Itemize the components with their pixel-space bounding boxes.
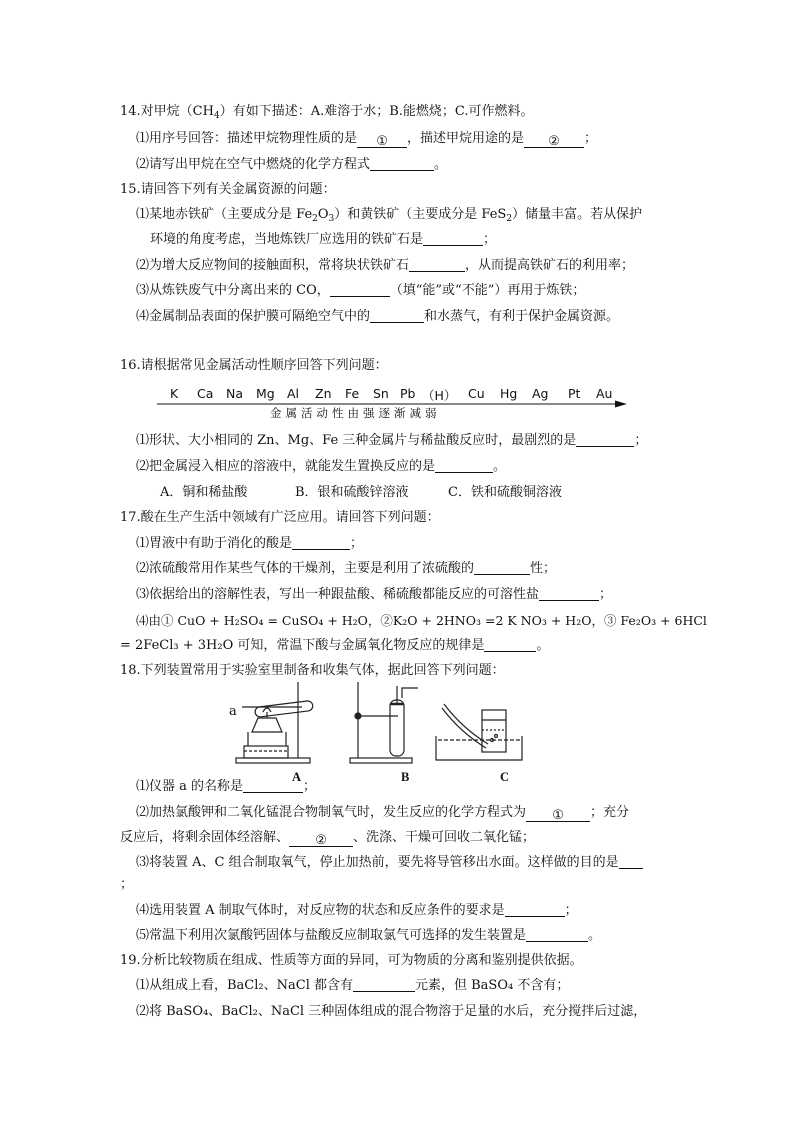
metal-symbol: Zn (315, 386, 332, 401)
metal-symbol: Au (596, 386, 613, 401)
q14-part2: ⑵请写出甲烷在空气中燃烧的化学方程式 。 (136, 157, 448, 172)
metal-symbol: K (170, 386, 179, 401)
q18-part3-cont: ； (120, 877, 134, 892)
metal-symbol: Pt (568, 386, 581, 401)
q15-blank-1[interactable] (423, 231, 483, 246)
q17-blank-1[interactable] (292, 535, 350, 550)
q15-blank-4[interactable] (370, 308, 424, 323)
q16-part2: ⑵把金属浸入相应的溶液中，就能发生置换反应的是 。 (136, 459, 507, 474)
q17-blank-3[interactable] (539, 586, 599, 601)
q17-blank-2[interactable] (474, 560, 530, 575)
q17-part2: ⑵浓硫酸常用作某些气体的干燥剂，主要是利用了浓硫酸的 性； (136, 561, 557, 576)
metal-symbol: Pb (400, 386, 416, 401)
q15-part4: ⑷金属制品表面的保护膜可隔绝空气中的 和水蒸气，有利于保护金属资源。 (136, 309, 620, 324)
metal-symbol: Cu (468, 386, 485, 401)
q14-part1: ⑴用序号回答：描述甲烷物理性质的是 ① ，描述甲烷用途的是 ② ； (136, 131, 598, 149)
apparatus-b (350, 682, 418, 763)
q17-part3: ⑶依据给出的溶解性表，写出一种跟盐酸、稀硫酸都能反应的可溶性盐 ； (136, 587, 613, 602)
apparatus-a (236, 682, 313, 763)
q16-choice-b[interactable]: B．银和硫酸锌溶液 (295, 485, 409, 500)
figure-label-b: B (401, 770, 410, 784)
q18-blank-6[interactable] (526, 927, 588, 942)
q16-part1: ⑴形状、大小相同的 Zn、Mg、Fe 三种金属片与稀盐酸反应时，最剧烈的是 ； (136, 433, 648, 448)
q15-blank-2[interactable] (409, 257, 465, 272)
q18-blank-3[interactable]: ② (289, 832, 353, 847)
q15-part3: ⑶从炼铁废气中分离出来的 CO， （填“能”或“不能”）再用于炼铁； (136, 283, 586, 298)
q19-part2: ⑵将 BaSO₄、BaCl₂、NaCl 三种固体组成的混合物溶于足量的水后，充分搅拌后过滤， (136, 1004, 647, 1019)
q17-part4-line2: = 2FeCl₃ + 3H₂O 可知，常温下酸与金属氧化物反应的规律是 。 (120, 638, 550, 653)
q15-part1-cont: 环境的角度考虑，当地炼铁厂应选用的铁矿石是 ； (150, 232, 497, 247)
instrument-a-label: a (229, 704, 237, 719)
q16-blank-2[interactable] (435, 458, 493, 473)
q14-blank-1[interactable]: ① (357, 133, 407, 148)
q18-blank-2[interactable]: ① (526, 807, 590, 822)
q15-blank-3[interactable] (330, 282, 390, 297)
lab-apparatus-figure (230, 680, 570, 770)
q17-heading: 17.酸在生产生活中领域有广泛应用。请回答下列问题： (120, 510, 440, 525)
metal-symbol: Mg (256, 386, 275, 401)
metal-symbol: Al (287, 386, 300, 401)
q18-part2: ⑵加热氯酸钾和二氧化锰混合物制氧气时，发生反应的化学方程式为 ① ；充分 (136, 805, 630, 823)
q18-part5: ⑸常温下利用次氯酸钙固体与盐酸反应制取氯气可选择的发生装置是 。 (136, 928, 602, 943)
q18-part3: ⑶将装置 A、C 组合制取氧气，停止加热前，要先将导管移出水面。这样做的目的是 (136, 854, 643, 872)
q16-choice-a[interactable]: A．铜和稀盐酸 (160, 485, 248, 500)
apparatus-c (436, 704, 522, 760)
q16-blank-1[interactable] (576, 432, 634, 447)
q17-part1: ⑴胃液中有助于消化的酸是 ； (136, 536, 364, 551)
q19-heading: 19.分析比较物质在组成、性质等方面的异同，可为物质的分离和鉴别提供依据。 (120, 953, 583, 968)
q17-blank-4[interactable] (484, 637, 536, 652)
q16-choice-c[interactable]: C．铁和硫酸铜溶液 (448, 485, 562, 500)
q18-blank-1[interactable] (243, 778, 303, 793)
q18-heading: 18.下列装置常用于实验室里制备和收集气体，据此回答下列问题： (120, 663, 505, 678)
q15-part1: ⑴某地赤铁矿（主要成分是 $Fe_2O_3$）和黄铁矿（主要成分是 FeS$_2$）储量丰富。若从保护 (136, 207, 643, 224)
q16-heading: 16.请根据常见金属活动性顺序回答下列问题： (120, 358, 388, 373)
q14-heading: 14.对甲烷$(CH_4)$有如下描述：A.难溶于水；B.能燃烧；C.可作燃料。 (120, 104, 534, 121)
figure-label-c: C (500, 770, 510, 784)
metal-symbol: Na (226, 386, 244, 401)
metal-symbol: Ag (532, 386, 549, 401)
q18-part4: ⑷选用装置 A 制取气体时，对反应物的状态和反应条件的要求是 ； (136, 903, 578, 918)
metal-symbol: Hg (500, 386, 518, 401)
q14-blank-3[interactable] (370, 156, 434, 171)
q17-part4-line1: ⑷由① CuO + H₂SO₄ = CuSO₄ + H₂O，②K₂O + 2HNO₃ =2 K NO₃ + H₂O，③ Fe₂O₃ + 6HCl (136, 613, 707, 628)
q15-heading: 15.请回答下列有关金属资源的问题： (120, 182, 336, 197)
q18-part1: ⑴仪器 a 的名称是 ； (136, 779, 317, 794)
metal-symbol: Ca (197, 386, 214, 401)
q15-part2: ⑵为增大反应物间的接触面积，常将块状铁矿石 ，从而提高铁矿石的利用率； (136, 258, 635, 273)
metal-symbol: Sn (373, 386, 389, 401)
q19-blank-1[interactable] (353, 977, 415, 992)
q18-blank-4[interactable] (619, 854, 643, 869)
metal-symbol: （H） (422, 388, 457, 403)
q14-blank-2[interactable]: ② (524, 133, 584, 148)
q19-part1: ⑴从组成上看，BaCl₂、NaCl 都含有 元素，但 BaSO₄ 不含有； (136, 978, 570, 993)
q18-blank-5[interactable] (505, 902, 565, 917)
metal-symbol: Fe (345, 386, 360, 401)
q18-part2-cont: 反应后，将剩余固体经溶解、 ② 、洗涤、干燥可回收二氧化锰； (120, 830, 536, 848)
figure-label-a: A (292, 770, 302, 784)
activity-arrow-caption: 金属活动性由强逐渐减弱 (270, 406, 441, 420)
